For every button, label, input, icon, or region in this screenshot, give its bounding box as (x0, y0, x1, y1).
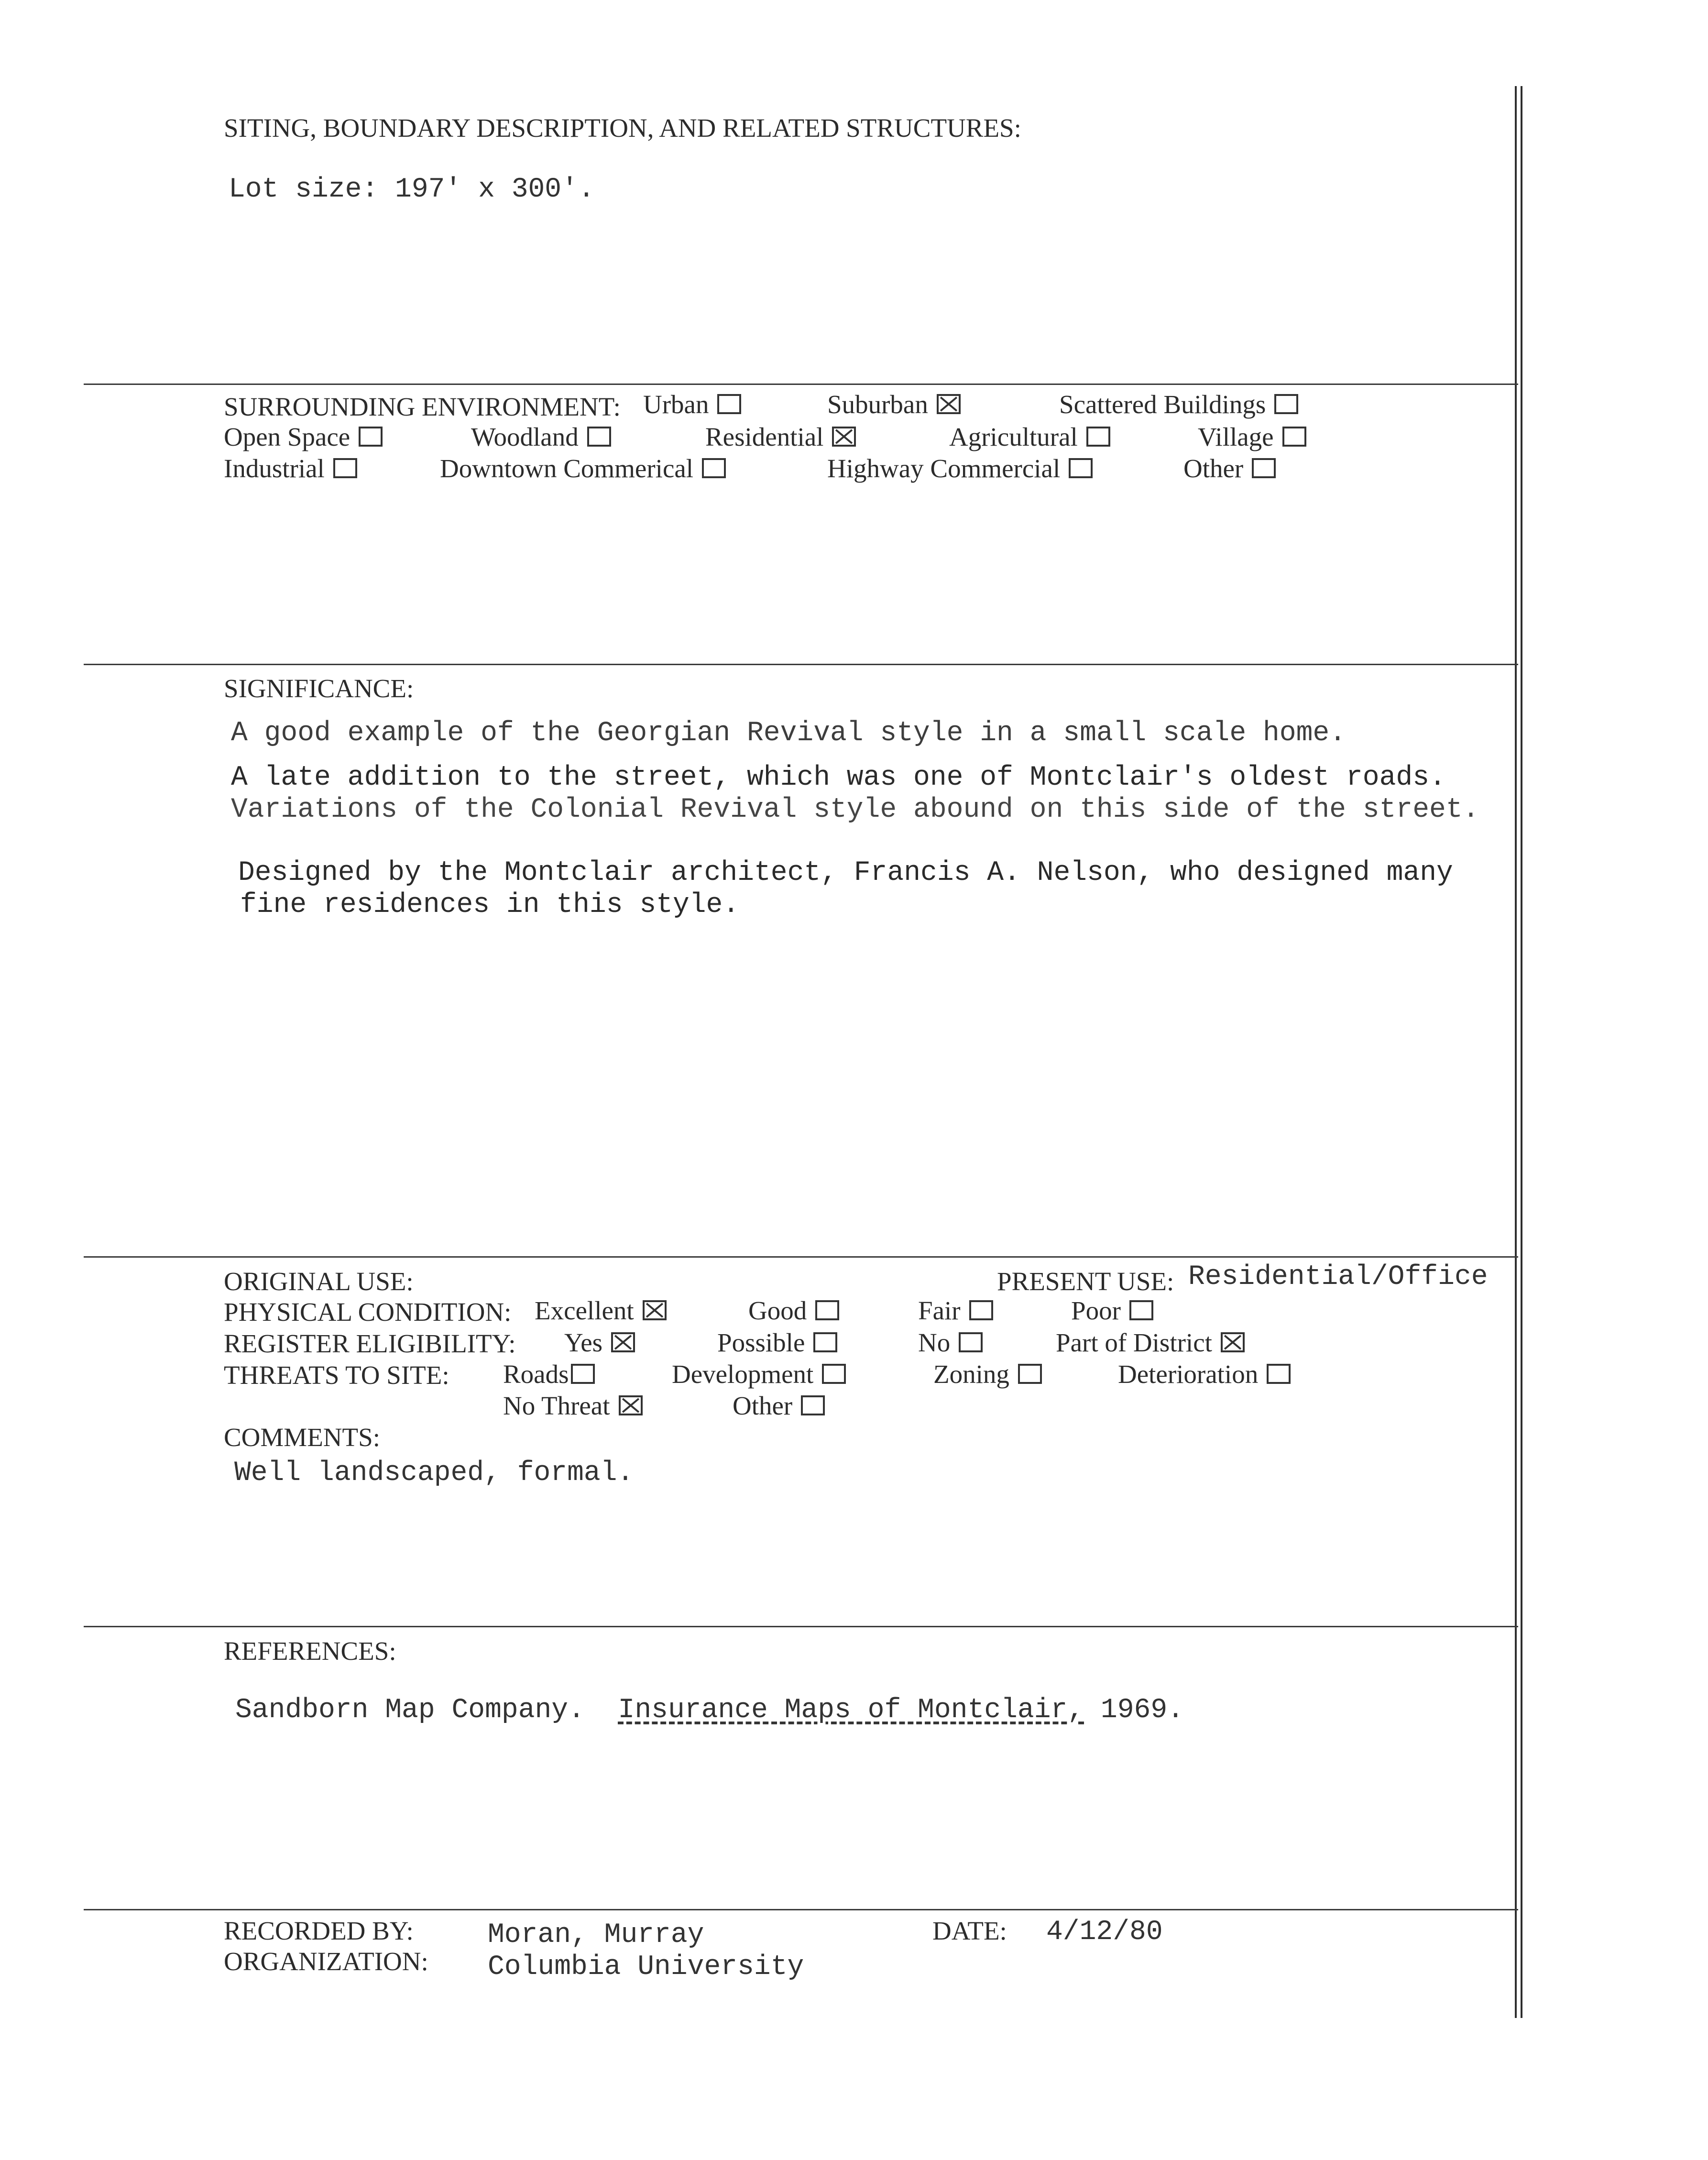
checkbox-no[interactable] (959, 1332, 983, 1352)
date-label: DATE: (932, 1916, 1007, 1945)
env-residential: Residential (705, 424, 856, 450)
recorded-by-value: Moran, Murray (488, 1919, 704, 1951)
reference-author: Sandborn Map Company. (235, 1695, 585, 1726)
checkbox-roads[interactable] (571, 1364, 595, 1384)
checkbox-downtown[interactable] (702, 458, 726, 478)
eligibility-possible: Possible (717, 1329, 837, 1356)
env-highway: Highway Commercial (827, 455, 1093, 482)
condition-good: Good (748, 1297, 839, 1324)
checkbox-possible[interactable] (813, 1332, 837, 1352)
significance-line: A good example of the Georgian Revival style in a small scale home. (231, 718, 1346, 749)
condition-poor: Poor (1071, 1297, 1153, 1324)
checkbox-highway[interactable] (1069, 458, 1093, 478)
checkbox-other[interactable] (1252, 458, 1276, 478)
checkbox-deterioration[interactable] (1267, 1364, 1291, 1384)
eligibility-yes: Yes (564, 1329, 635, 1356)
checkbox-poor[interactable] (1129, 1300, 1153, 1320)
env-urban: Urban (643, 391, 741, 417)
original-use-label: ORIGINAL USE: (224, 1267, 414, 1296)
threat-development: Development (672, 1361, 846, 1387)
siting-heading: SITING, BOUNDARY DESCRIPTION, AND RELATED STRUCTURES: (224, 113, 1021, 143)
eligibility-no: No (918, 1329, 983, 1356)
env-suburban: Suburban (827, 391, 961, 417)
section-divider (84, 1256, 1518, 1258)
present-use-value: Residential/Office (1188, 1261, 1488, 1293)
environment-heading: SURROUNDING ENVIRONMENT: (224, 392, 621, 421)
checkbox-no-threat[interactable] (619, 1395, 643, 1415)
checkbox-fair[interactable] (969, 1300, 993, 1320)
threat-deterioration: Deterioration (1118, 1361, 1291, 1387)
reference-entry (235, 1697, 1184, 1724)
references-label: REFERENCES: (224, 1636, 396, 1666)
comments-label: COMMENTS: (224, 1423, 380, 1452)
eligibility-district: Part of District (1056, 1329, 1245, 1356)
checkbox-suburban[interactable] (937, 394, 961, 414)
eligibility-label: REGISTER ELIGIBILITY: (224, 1329, 516, 1358)
condition-fair: Fair (918, 1297, 993, 1324)
date-value: 4/12/80 (1046, 1917, 1163, 1948)
checkbox-agricultural[interactable] (1086, 427, 1110, 447)
checkbox-zoning[interactable] (1018, 1364, 1042, 1384)
present-use-label: PRESENT USE: (997, 1267, 1174, 1296)
checkbox-good[interactable] (815, 1300, 839, 1320)
checkbox-development[interactable] (822, 1364, 846, 1384)
checkbox-urban[interactable] (717, 394, 741, 414)
env-agricultural: Agricultural (949, 424, 1110, 450)
significance-heading: SIGNIFICANCE: (224, 674, 414, 703)
significance-line: fine residences in this style. (240, 889, 740, 921)
significance-line: Designed by the Montclair architect, Francis A. Nelson, who designed many (238, 857, 1453, 888)
organization-value: Columbia University (488, 1952, 804, 1983)
reference-title: Insurance Maps of Montclair, (618, 1695, 1084, 1726)
section-divider (84, 1626, 1518, 1627)
significance-line: A late addition to the street, which was one of Montclair's oldest roads. (231, 762, 1446, 793)
checkbox-woodland[interactable] (587, 427, 611, 447)
checkbox-district[interactable] (1221, 1332, 1245, 1352)
right-border-outer (1521, 86, 1522, 2018)
env-scattered: Scattered Buildings (1059, 391, 1298, 417)
env-village: Village (1198, 424, 1306, 450)
condition-label: PHYSICAL CONDITION: (224, 1297, 512, 1327)
threat-zoning: Zoning (933, 1361, 1042, 1387)
right-border-inner (1515, 86, 1517, 2018)
env-woodland: Woodland (471, 424, 611, 450)
comments-text: Well landscaped, formal. (234, 1458, 634, 1489)
threat-other: Other (733, 1392, 825, 1419)
siting-text: Lot size: 197' x 300'. (229, 174, 595, 205)
section-divider (84, 1909, 1518, 1910)
env-other: Other (1183, 455, 1276, 482)
section-divider (84, 664, 1518, 665)
checkbox-threat-other[interactable] (801, 1395, 825, 1415)
recorded-by-label: RECORDED BY: (224, 1916, 414, 1945)
significance-line: Variations of the Colonial Revival style abound on this side of the street. (231, 794, 1479, 825)
threats-label: THREATS TO SITE: (224, 1360, 449, 1390)
env-industrial: Industrial (224, 455, 357, 482)
threat-no-threat: No Threat (503, 1392, 643, 1419)
checkbox-industrial[interactable] (333, 458, 357, 478)
checkbox-village[interactable] (1282, 427, 1306, 447)
reference-year: 1969. (1100, 1695, 1184, 1726)
checkbox-open-space[interactable] (359, 427, 383, 447)
env-downtown: Downtown Commerical (440, 455, 726, 482)
condition-excellent: Excellent (535, 1297, 667, 1324)
checkbox-residential[interactable] (832, 427, 856, 447)
threat-roads: Roads (503, 1361, 595, 1387)
checkbox-scattered[interactable] (1274, 394, 1298, 414)
checkbox-excellent[interactable] (643, 1300, 667, 1320)
organization-label: ORGANIZATION: (224, 1947, 428, 1976)
checkbox-yes[interactable] (611, 1332, 635, 1352)
env-open-space: Open Space (224, 424, 383, 450)
section-divider (84, 384, 1518, 385)
